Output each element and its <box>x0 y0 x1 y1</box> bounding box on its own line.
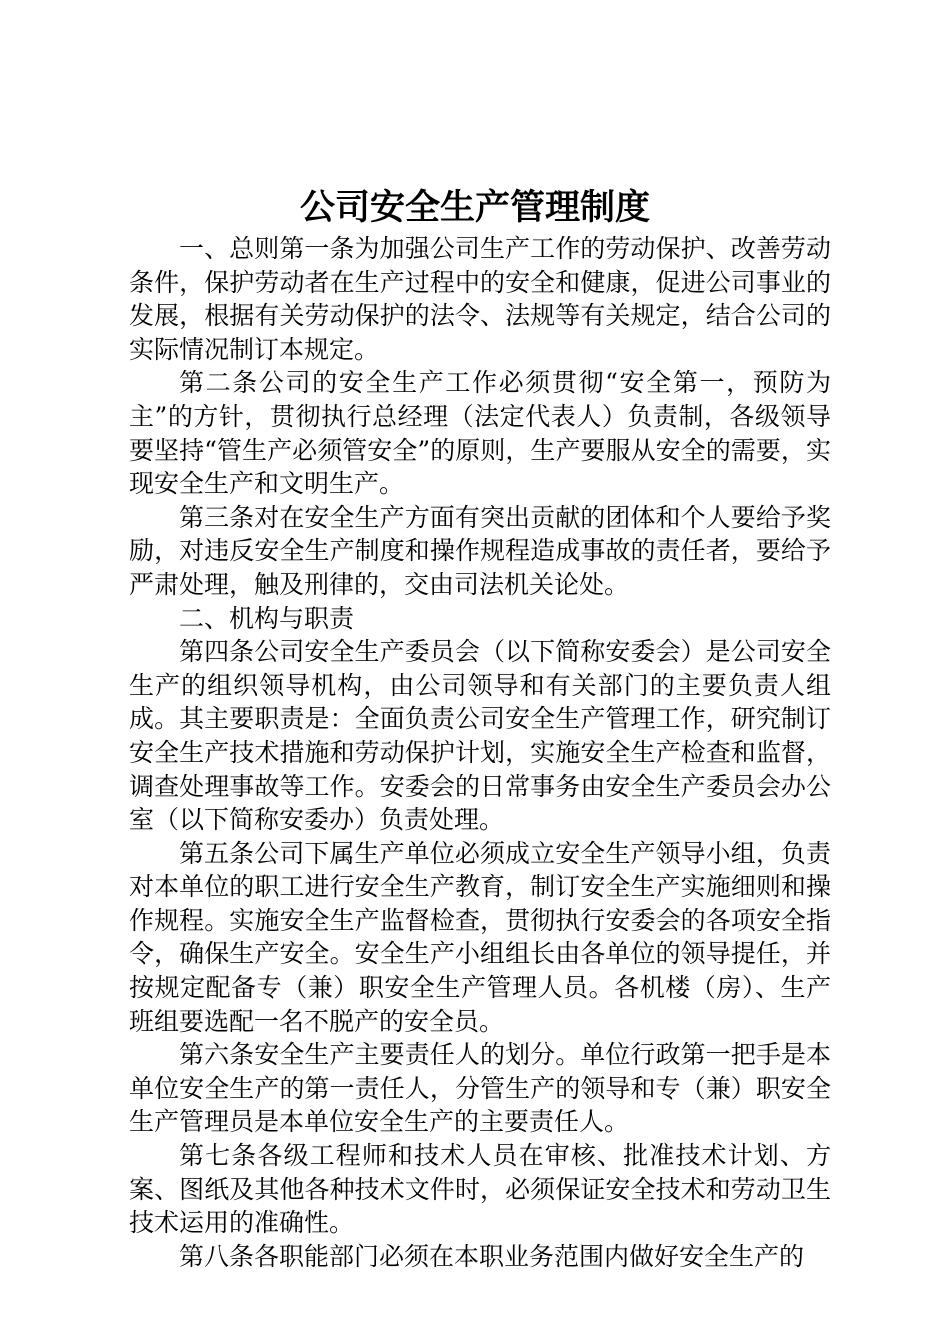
section-heading-organization: 二、机构与职责 <box>179 603 355 633</box>
paragraph-article-6: 第六条安全生产主要责任人的划分。单位行政第一把手是本单位安全生产的第一责任人，分管生产的领导和专（兼）职安全生产管理员是本单位安全生产的主要责任人。 <box>129 1040 831 1137</box>
document-title: 公司安全生产管理制度 <box>299 188 650 228</box>
paragraph-article-7: 第七条各级工程师和技术人员在审核、批准技术计划、方案、图纸及其他各种技术文件时，必须保证安全技术和劳动卫生技术运用的准确性。 <box>129 1141 831 1238</box>
paragraph-general-article-1: 一、总则第一条为加强公司生产工作的劳动保护、改善劳动条件，保护劳动者在生产过程中的安全和健康，促进公司事业的发展，根据有关劳动保护的法令、法规等有关规定，结合公司的实际情况制订本规定。 <box>129 234 831 364</box>
paragraph-article-3: 第三条对在安全生产方面有突出贡献的团体和个人要给予奖励，对违反安全生产制度和操作规程造成事故的责任者，要给予严肃处理，触及刑律的，交由司法机关论处。 <box>129 502 831 599</box>
paragraph-article-2: 第二条公司的安全生产工作必须贯彻“安全第一，预防为主”的方针，贯彻执行总经理（法定代表人）负责制，各级领导要坚持“管生产必须管安全”的原则，生产要服从安全的需要，实现安全生产和文明生产。 <box>129 368 831 499</box>
paragraph-article-4: 第四条公司安全生产委员会（以下简称安委会）是公司安全生产的组织领导机构，由公司领导和有关部门的主要负责人组成。其主要职责是：全面负责公司安全生产管理工作，研究制订安全生产技术措施和劳动保护计划，实施安全生产检查和监督，调查处理事故等工作。安委会的日常事务由安全生产委员会办公室（以下简称安委办）负责处理。 <box>129 637 831 835</box>
paragraph-article-5: 第五条公司下属生产单位必须成立安全生产领导小组，负责对本单位的职工进行安全生产教育，制订安全生产实施细则和操作规程。实施安全生产监督检查，贯彻执行安委会的各项安全指令，确保生产安全。安全生产小组组长由各单位的领导提任，并按规定配备专（兼）职安全生产管理人员。各机楼（房）、生产班组要选配一名不脱产的安全员。 <box>129 838 831 1036</box>
paragraph-article-8: 第八条各职能部门必须在本职业务范围内做好安全生产的 <box>179 1241 805 1271</box>
document-body <box>129 232 831 1273</box>
